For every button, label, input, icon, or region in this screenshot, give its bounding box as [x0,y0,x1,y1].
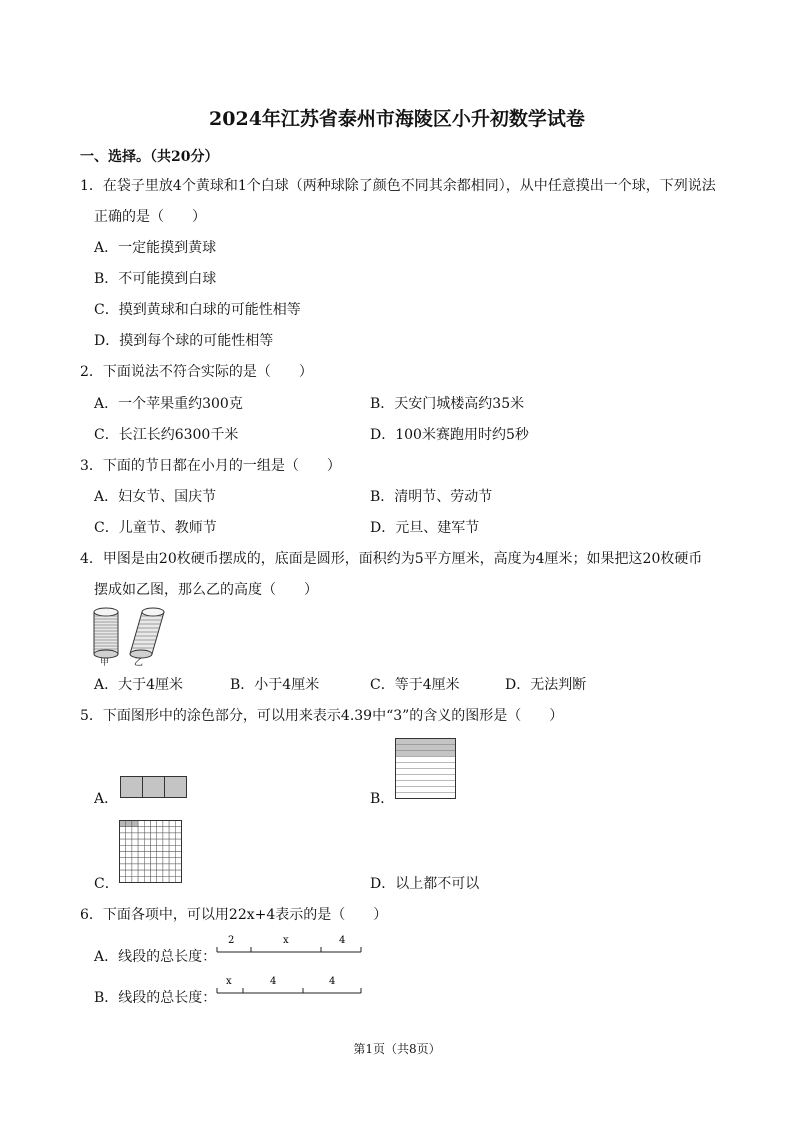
grid-cell [163,864,169,870]
grid-cell [120,852,126,858]
grid-cell [126,858,132,864]
q6-b-seg-2: 4 [270,976,277,987]
page-footer: 第1页（共8页） [353,1042,441,1056]
grid-cell [144,858,150,864]
q2-stem: 2．下面说法不符合实际的是（ ） [80,364,313,380]
grid-cell [163,845,169,851]
q4-option-a: A．大于4厘米 [94,677,184,693]
grid-cell [138,864,144,870]
grid-cell [175,845,181,851]
grid-cell [138,852,144,858]
grid-cell [169,876,175,882]
q5-figure-c [119,820,183,884]
grid-cell [169,839,175,845]
q1-option-c: C．摸到黄球和白球的可能性相等 [94,302,301,318]
q3-stem: 3．下面的节日都在小月的一组是（ ） [80,458,341,474]
q6-figure-b [215,973,365,1001]
grid-cell [163,852,169,858]
grid-cell [151,870,157,876]
grid-cell [169,864,175,870]
grid-cell-shaded [132,821,138,827]
grid-cell [175,870,181,876]
grid-cell [120,839,126,845]
grid-cell-shaded [120,821,126,827]
q2-option-d: D．100米赛跑用时约5秒 [370,427,529,443]
grid-cell [163,821,169,827]
grid-cell [120,870,126,876]
grid-cell [151,833,157,839]
q5-option-a: A． [94,791,119,807]
q4-option-d: D．无法判断 [505,677,587,693]
grid-cell [157,827,163,833]
grid-cell [163,839,169,845]
grid-cell [126,827,132,833]
q6-a-seg-2: x [283,935,289,946]
q1-option-a: A．一定能摸到黄球 [94,240,217,256]
grid-cell [132,833,138,839]
q2-option-c: C．长江长约6300千米 [94,427,239,443]
q5-option-d: D．以上都不可以 [370,876,480,892]
grid-cell [120,858,126,864]
grid-cell [120,845,126,851]
grid-cell [120,827,126,833]
grid-cell [157,833,163,839]
grid-cell [138,827,144,833]
grid-cell [175,821,181,827]
grid-cell [138,821,144,827]
q2-option-a: A．一个苹果重约300克 [94,396,243,412]
grid-cell [132,839,138,845]
grid-cell [175,839,181,845]
grid-cell [138,858,144,864]
grid-cell [138,876,144,882]
grid-cell [138,833,144,839]
grid-cell [144,821,150,827]
grid-cell [120,876,126,882]
grid-cell [144,827,150,833]
grid-cell [144,845,150,851]
q3-option-a: A．妇女节、国庆节 [94,489,217,505]
grid-cell [157,870,163,876]
grid-cell [157,852,163,858]
grid-cell [175,858,181,864]
grid-cell [175,833,181,839]
grid-cell [151,864,157,870]
label-yi: 乙 [134,658,144,668]
grid-cell [138,845,144,851]
q2-option-b: B．天安门城楼高约35米 [370,396,525,412]
grid-cell [132,852,138,858]
q4-stem-line2: 摆成如乙图，那么乙的高度（ ） [94,582,318,598]
grid-cell [126,870,132,876]
grid-cell [163,827,169,833]
grid-cell [163,876,169,882]
grid-cell [157,845,163,851]
q5-figure-b [395,738,457,800]
grid-cell [132,870,138,876]
grid-cell [132,876,138,882]
q4-stem-line1: 4．甲图是由20枚硬币摆成的，底面是圆形，面积约为5平方厘米，高度为4厘米；如果把这20枚硬币 [80,551,703,567]
grid-cell [144,870,150,876]
q6-b-seg-1: x [226,976,232,987]
grid-cell [132,845,138,851]
q4-option-c: C．等于4厘米 [370,677,460,693]
q1-stem-line1: 1．在袋子里放4个黄球和1个白球（两种球除了颜色不同其余都相同），从中任意摸出一个球，下列说法 [80,178,716,194]
q5-figure-a [120,776,188,798]
grid-cell [175,827,181,833]
grid-cell [151,839,157,845]
q4-option-b: B．小于4厘米 [230,677,320,693]
grid-cell [132,858,138,864]
grid-cell [157,864,163,870]
grid-cell [169,845,175,851]
grid-cell [157,876,163,882]
grid-cell [169,821,175,827]
q3-option-b: B．清明节、劳动节 [370,489,493,505]
q6-option-b: B．线段的总长度： [94,990,217,1006]
grid-cell [175,876,181,882]
grid-cell [151,858,157,864]
label-jia: 甲 [100,658,110,668]
grid-cell [132,864,138,870]
grid-cell [126,876,132,882]
q1-stem-line2: 正确的是（ ） [94,209,206,225]
grid-cell [169,870,175,876]
grid-cell [175,864,181,870]
grid-cell [144,852,150,858]
grid-cell [144,833,150,839]
grid-cell [163,858,169,864]
grid-cell [157,839,163,845]
grid-cell [138,870,144,876]
grid-cell [120,864,126,870]
grid-cell [157,821,163,827]
grid-cell [144,839,150,845]
grid-cell [151,827,157,833]
q6-stem: 6．下面各项中，可以用22x+4表示的是（ ） [80,907,388,923]
grid-cell-shaded [126,821,132,827]
q5-option-c: C． [94,876,119,892]
q3-option-d: D．元旦、建军节 [370,520,480,536]
coin-stack-jia [94,608,118,658]
coin-stack-yi [130,608,164,658]
grid-cell [126,852,132,858]
q6-a-seg-1: 2 [228,935,235,946]
grid-cell [169,827,175,833]
page-title: 2024年江苏省泰州市海陵区小升初数学试卷 [209,108,585,130]
grid-cell [144,864,150,870]
q5-stem: 5．下面图形中的涂色部分，可以用来表示4.39中“3”的含义的图形是（ ） [80,708,564,724]
grid-cell [151,821,157,827]
grid-cell [126,839,132,845]
grid-cell [132,827,138,833]
grid-cell [175,852,181,858]
grid-cell [138,839,144,845]
q6-a-seg-3: 4 [339,935,346,946]
grid-cell [126,833,132,839]
grid-cell [126,845,132,851]
q5-option-b: B． [370,791,395,807]
grid-cell [163,870,169,876]
grid-cell [157,858,163,864]
q1-option-d: D．摸到每个球的可能性相等 [94,333,274,349]
grid-cell [169,852,175,858]
grid-cell [169,858,175,864]
grid-cell [169,833,175,839]
grid-cell [144,876,150,882]
q1-option-b: B．不可能摸到白球 [94,271,217,287]
grid-cell [151,845,157,851]
grid-cell [151,876,157,882]
grid-cell [126,864,132,870]
q6-b-seg-3: 4 [329,976,336,987]
grid-cell [151,852,157,858]
grid-cell [120,833,126,839]
q3-option-c: C．儿童节、教师节 [94,520,217,536]
q6-figure-a [215,932,365,960]
section-heading: 一、选择。（共20分） [80,149,219,165]
grid-cell [163,833,169,839]
q6-option-a: A．线段的总长度： [94,949,217,965]
